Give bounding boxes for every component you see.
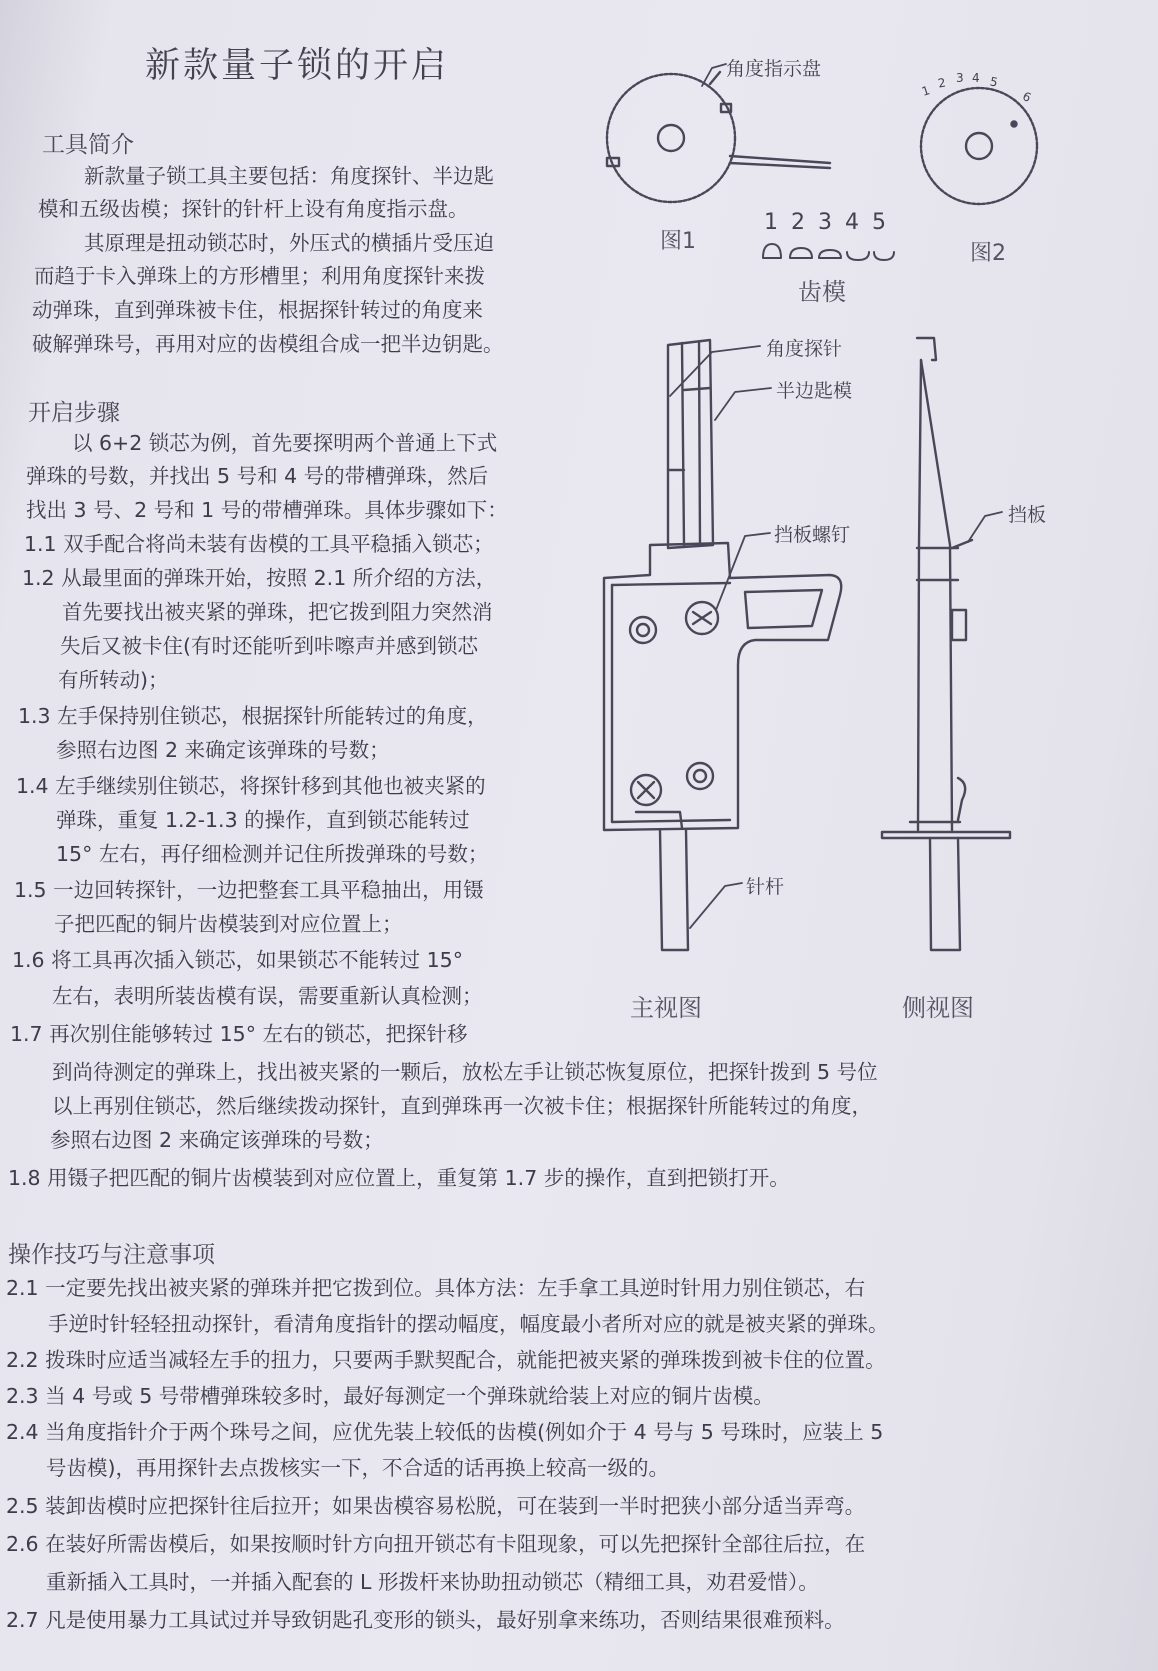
intro-line: 动弹珠，直到弹珠被卡住，根据探针转过的角度来 (32, 298, 483, 322)
fig2-mark-5: 5 (988, 74, 1000, 90)
tip-line: 2.7 凡是使用暴力工具试过并导致钥匙孔变形的锁头，最好别拿来练功，否则结果很难预料。 (6, 1608, 845, 1632)
step-line: 到尚待测定的弹珠上，找出被夹紧的一颗后，放松左手让锁芯恢复原位，把探针拨到 5 号位 (52, 1060, 878, 1084)
main-view-drawing (604, 340, 841, 950)
step-line: 1.8 用镊子把匹配的铜片齿模装到对应位置上，重复第 1.7 步的操作，直到把锁打开。 (8, 1166, 790, 1190)
step-line: 以 6+2 锁芯为例，首先要探明两个普通上下式 (72, 431, 498, 455)
dial-label: 角度指示盘 (726, 58, 822, 80)
intro-line: 模和五级齿模；探针的针杆上设有角度指示盘。 (38, 197, 469, 221)
half-key-label: 半边匙模 (776, 380, 853, 402)
step-line: 1.4 左手继续别住锁芯，将探针移到其他也被夹紧的 (16, 774, 486, 798)
probe-label: 角度探针 (766, 338, 843, 360)
fig2-mark-6: 6 (1020, 89, 1034, 105)
intro-line: 新款量子锁工具主要包括：角度探针、半边匙 (84, 164, 494, 188)
side-view-caption: 侧视图 (902, 994, 974, 1022)
step-line: 找出 3 号、2 号和 1 号的带槽弹珠。具体步骤如下： (26, 498, 508, 522)
intro-heading: 工具简介 (42, 132, 134, 158)
step-line: 1.3 左手保持别住锁芯，根据探针所能转过的角度， (18, 704, 488, 728)
tips-heading: 操作技巧与注意事项 (8, 1242, 215, 1268)
tip-line: 2.2 拨珠时应适当减轻左手的扭力，只要两手默契配合，就能把被夹紧的弹珠拨到被卡住的位置。 (6, 1348, 886, 1372)
step-line: 1.2 从最里面的弹珠开始，按照 2.1 所介绍的方法， (22, 566, 497, 590)
step-line: 以上再别住锁芯，然后继续拨动探针，直到弹珠再一次被卡住；根据探针所能转过的角度， (52, 1094, 872, 1118)
tip-line: 手逆时针轻轻扭动探针，看清角度指针的摆动幅度，幅度最小者所对应的就是被夹紧的弹珠。 (48, 1312, 889, 1336)
step-line: 弹珠，重复 1.2-1.3 的操作，直到锁芯能转过 (56, 808, 470, 832)
tip-line: 重新插入工具时，一并插入配套的 L 形拨杆来协助扭动锁芯（精细工具，劝君爱惜）。 (46, 1570, 819, 1594)
fig1-dial-drawing (607, 72, 830, 202)
fig2-caption: 图2 (970, 241, 1006, 266)
step-line: 1.6 将工具再次插入锁芯，如果锁芯不能转过 15° (12, 948, 463, 972)
step-line: 左右，表明所装齿模有误，需要重新认真检测； (52, 984, 483, 1008)
screw-label: 挡板螺钉 (774, 524, 851, 546)
step-line: 参照右边图 2 来确定该弹珠的号数； (50, 1128, 384, 1152)
step-line: 1.5 一边回转探针，一边把整套工具平稳抽出，用镊 (14, 878, 484, 902)
intro-line: 而趋于卡入弹珠上的方形槽里；利用角度探针来拨 (34, 264, 485, 288)
intro-line: 其原理是扭动锁芯时，外压式的横插片受压迫 (84, 231, 494, 255)
step-line: 弹珠的号数，并找出 5 号和 4 号的带槽弹珠，然后 (26, 464, 489, 488)
intro-line: 破解弹珠号，再用对应的齿模组合成一把半边钥匙。 (32, 332, 504, 356)
shaft-label: 针杆 (746, 876, 785, 898)
step-line: 子把匹配的铜片齿模装到对应位置上； (54, 912, 403, 936)
step-line: 15° 左右，再仔细检测并记住所拨弹珠的号数； (56, 842, 489, 866)
fig2-mark-2: 2 (936, 75, 947, 91)
step-line: 1.7 再次别住能够转过 15° 左右的锁芯，把探针移 (10, 1022, 468, 1046)
tooth-caption: 齿模 (798, 278, 846, 306)
step-line: 参照右边图 2 来确定该弹珠的号数； (56, 738, 390, 762)
tip-line: 号齿模)，再用探针去点拨核实一下，不合适的话再换上较高一级的。 (46, 1456, 669, 1480)
fig2-dial-drawing (921, 88, 1037, 204)
fig2-mark-4: 4 (972, 71, 980, 85)
step-line: 有所转动)； (58, 668, 169, 692)
fig2-mark-3: 3 (956, 71, 964, 85)
tooth-numbers: 1 2 3 4 5 (764, 210, 889, 235)
tip-line: 2.1 一定要先找出被夹紧的弹珠并把它拨到位。具体方法：左手拿工具逆时针用力别住锁芯，右 (6, 1276, 866, 1300)
tip-line: 2.4 当角度指针介于两个珠号之间，应优先装上较低的齿模(例如介于 4 号与 5 号珠时，应装上 5 (6, 1420, 884, 1444)
side-view-drawing (882, 338, 1010, 950)
baffle-label: 挡板 (1008, 504, 1047, 526)
step-line: 失后又被卡住(有时还能听到咔嚓声并感到锁芯 (60, 634, 478, 658)
tip-line: 2.5 装卸齿模时应把探针往后拉开；如果齿模容易松脱，可在装到一半时把狭小部分适当弄弯。 (6, 1494, 866, 1518)
step-line: 1.1 双手配合将尚未装有齿模的工具平稳插入锁芯； (24, 532, 494, 556)
front-view-caption: 主视图 (630, 994, 702, 1022)
steps-heading: 开启步骤 (28, 400, 120, 426)
page-title: 新款量子锁的开启 (145, 46, 450, 86)
fig2-mark-1: 1 (920, 83, 932, 99)
fig1-caption: 图1 (660, 229, 696, 254)
step-line: 首先要找出被夹紧的弹珠，把它拨到阻力突然消 (62, 600, 493, 624)
tooth-die-shapes (763, 244, 894, 260)
tip-line: 2.6 在装好所需齿模后，如果按顺时针方向扭开锁芯有卡阻现象，可以先把探针全部往后拉，在 (6, 1532, 866, 1556)
tip-line: 2.3 当 4 号或 5 号带槽弹珠较多时，最好每测定一个弹珠就给装上对应的铜片齿模。 (6, 1384, 774, 1408)
